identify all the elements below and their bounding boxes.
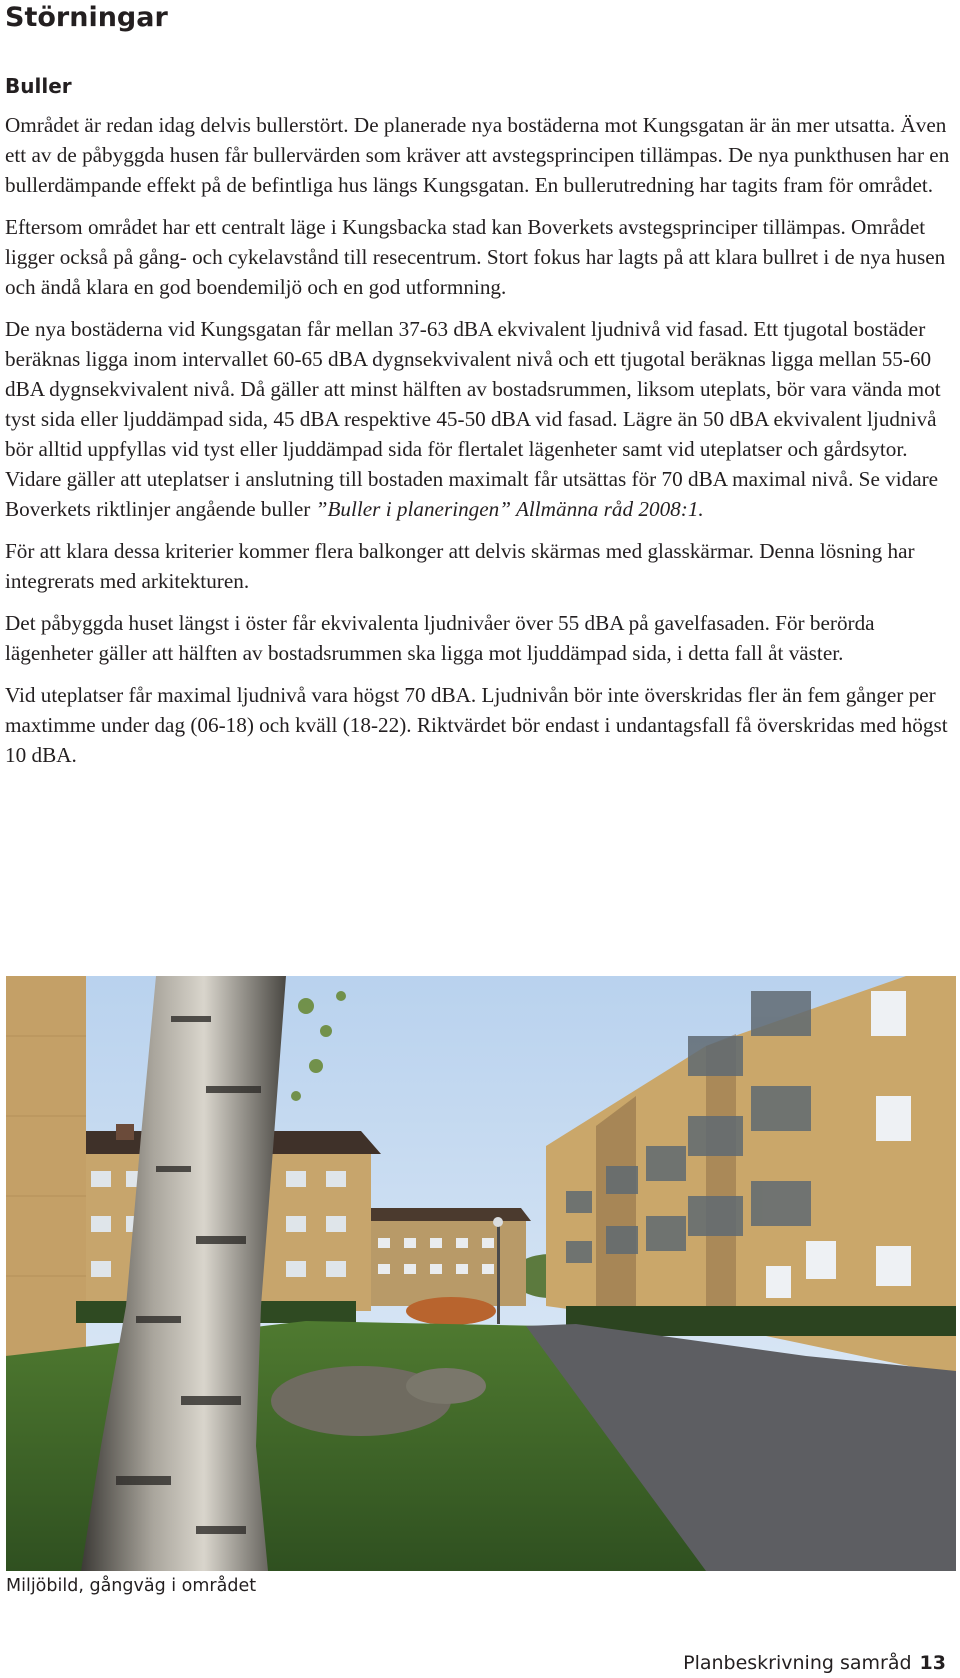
body-text [5,110,950,782]
paragraph-6: Vid uteplatser får maximal ljudnivå vara högst 70 dBA. Ljudnivån bör inte överskridas fler än fem gånger per maxtimme under dag (06-18) och kväll (18-22). Riktvärdet bör endast i undantagsfall få överskridas med högst 10 dBA. [5,683,948,767]
subsection-title: Buller [5,74,72,98]
paragraph-2: Eftersom området har ett centralt läge i Kungsbacka stad kan Boverkets avstegsprinciper tillämpas. Området ligger också på gång- och cykelavstånd till resecentrum. Stort fokus har lagts på att klara bullret i de nya husen och ändå klara en god boendemiljö och en god utformning. [5,215,946,299]
page-footer [683,1651,946,1675]
paragraph-5: Det påbyggda huset längst i öster får ekvivalenta ljudnivåer över 55 dBA på gavelfasaden. För berörda lägenheter gäller att hälften av bostadsrummen ska ligga mot ljuddämpad sida, i detta fall åt väster. [5,611,875,665]
paragraph-3-reference: ”Buller i planeringen” Allmänna råd 2008:1. [315,497,704,521]
shrub-orange [406,1297,496,1325]
paragraph-4: För att klara dessa kriterier kommer flera balkonger att delvis skärmas med glasskärmar. Denna lösning har integrerats med arkitekturen. [5,539,915,593]
page-number: 13 [919,1652,946,1674]
paragraph-3 [5,314,950,524]
rock-small [406,1368,486,1404]
environment-photo [6,976,956,1571]
left-building [6,976,86,1406]
photo-illustration [6,976,956,1571]
paragraph-3-text: De nya bostäderna vid Kungsgatan får mellan 37-63 dBA ekvivalent ljudnivå vid fasad. Ett tjugotal bostäder beräknas ligga inom intervallet 60-65 dBA dygnsekvivalent nivå och ett tjugotal beräknas ligga mellan 55-60 dBA dygnsekvivalent nivå. Då gäller att minst hälften av bostadsrummen, liksom uteplats, bör vara vända mot tyst sida eller ljuddämpad sida, 45 dBA respektive 45-50 dBA vid fasad. Lägre än 50 dBA ekvivalent ljudnivå bör alltid uppfyllas vid tyst eller ljuddämpad sida för flertalet lägenheter samt vid uteplatser och gårdsytor. Vidare gäller att uteplatser i anslutning till bostaden maximalt får utsättas för 70 dBA maximal nivå. Se vidare Boverkets riktlinjer angående buller [5,317,941,521]
section-title: Störningar [5,2,168,33]
footer-label: Planbeskrivning samråd [683,1652,912,1674]
photo-caption: Miljöbild, gångväg i området [6,1576,257,1596]
paragraph-1: Området är redan idag delvis bullerstört. De planerade nya bostäderna mot Kungsgatan är än mer utsatta. Även ett av de påbyggda husen får bullervärden som kräver att avstegsprincipen tillämpas. De nya punkthusen har en bullerdämpande effekt på de befintliga hus längs Kungsgatan. En bullerutredning har tagits fram för området. [5,113,950,197]
far-building [361,1208,531,1306]
